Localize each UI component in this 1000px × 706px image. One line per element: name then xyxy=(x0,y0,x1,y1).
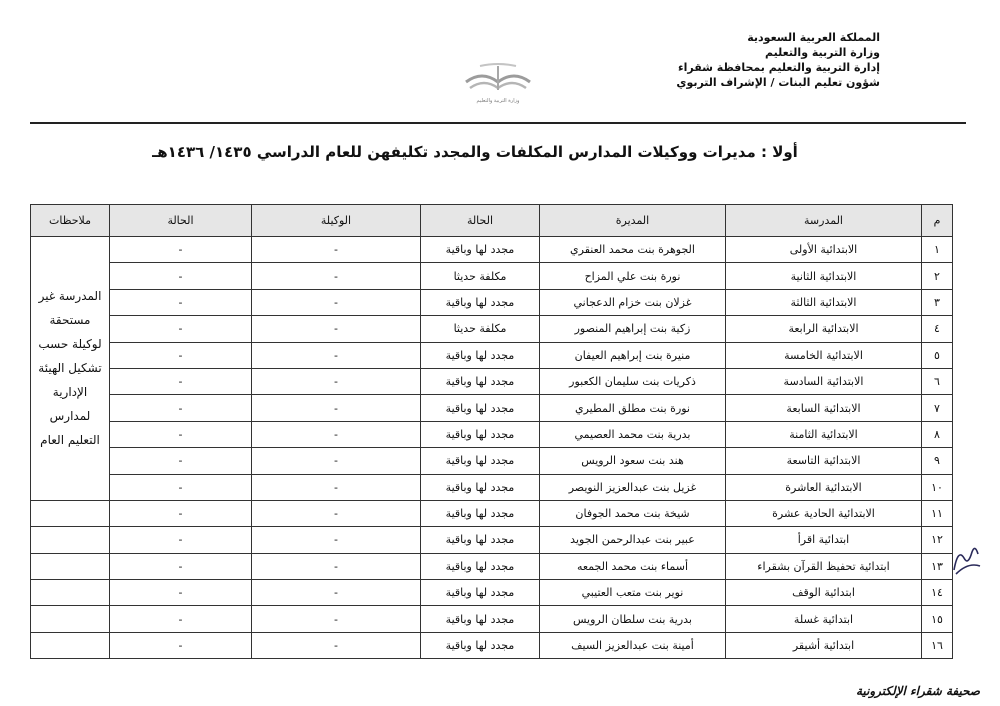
vice-status-cell: - xyxy=(110,289,252,315)
principal-status-cell: مجدد لها وباقية xyxy=(421,527,540,553)
row-number-cell: ٨ xyxy=(922,421,953,447)
school-name-cell: ابتدائية أشيقر xyxy=(726,632,922,658)
school-name-cell: الابتدائية الثالثة xyxy=(726,289,922,315)
principal-name-cell: هند بنت سعود الرويس xyxy=(540,448,726,474)
school-name-cell: ابتدائية غسلة xyxy=(726,606,922,632)
col-header-vice-status: الحالة xyxy=(110,205,252,237)
principal-status-cell: مجدد لها وباقية xyxy=(421,474,540,500)
vice-principal-cell: - xyxy=(252,448,421,474)
principal-name-cell: نورة بنت علي المزاح xyxy=(540,263,726,289)
principal-status-cell: مكلفة حديثا xyxy=(421,316,540,342)
vice-status-cell: - xyxy=(110,448,252,474)
table-row xyxy=(31,553,953,579)
notes-cell-empty xyxy=(31,500,110,526)
vice-status-cell: - xyxy=(110,263,252,289)
principal-status-cell: مجدد لها وباقية xyxy=(421,500,540,526)
row-number-cell: ١٣ xyxy=(922,553,953,579)
footer-watermark: صحيفة شقراء الإلكترونية xyxy=(855,684,980,698)
principal-status-cell: مجدد لها وباقية xyxy=(421,289,540,315)
page-title: أولا : مديرات ووكيلات المدارس المكلفات والمجدد تكليفهن للعام الدراسي ١٤٣٥/ ١٤٣٦هـ xyxy=(152,143,798,161)
col-header-notes: ملاحظات xyxy=(31,205,110,237)
principal-status-cell: مجدد لها وباقية xyxy=(421,632,540,658)
table-row xyxy=(31,289,953,315)
row-number-cell: ٧ xyxy=(922,395,953,421)
notes-cell-empty xyxy=(31,527,110,553)
table-row xyxy=(31,606,953,632)
col-header-principal-status: الحالة xyxy=(421,205,540,237)
school-name-cell: ابتدائية الوقف xyxy=(726,580,922,606)
principal-name-cell: أمينة بنت عبدالعزيز السيف xyxy=(540,632,726,658)
vice-principal-cell: - xyxy=(252,421,421,447)
row-number-cell: ١٦ xyxy=(922,632,953,658)
row-number-cell: ١٢ xyxy=(922,527,953,553)
table-row xyxy=(31,342,953,368)
row-number-cell: ٩ xyxy=(922,448,953,474)
vice-principal-cell: - xyxy=(252,500,421,526)
row-number-cell: ١ xyxy=(922,237,953,263)
col-header-school: المدرسة xyxy=(726,205,922,237)
vice-status-cell: - xyxy=(110,342,252,368)
table-row xyxy=(31,237,953,263)
vice-status-cell: - xyxy=(110,500,252,526)
logo-caption: وزارة التربية والتعليم xyxy=(476,98,520,104)
vice-principal-cell: - xyxy=(252,606,421,632)
principal-status-cell: مجدد لها وباقية xyxy=(421,342,540,368)
principal-status-cell: مجدد لها وباقية xyxy=(421,368,540,394)
row-number-cell: ٣ xyxy=(922,289,953,315)
principal-status-cell: مجدد لها وباقية xyxy=(421,553,540,579)
notes-cell: المدرسة غير مستحقة لوكيلة حسب تشكيل الهيئة الإدارية لمدارس التعليم العام xyxy=(31,237,110,501)
school-name-cell: الابتدائية الأولى xyxy=(726,237,922,263)
school-name-cell: ابتدائية اقرأ xyxy=(726,527,922,553)
school-name-cell: الابتدائية السادسة xyxy=(726,368,922,394)
row-number-cell: ٥ xyxy=(922,342,953,368)
principal-name-cell: نوير بنت متعب العتيبي xyxy=(540,580,726,606)
header-line: وزارة التربية والتعليم xyxy=(765,46,880,59)
vice-status-cell: - xyxy=(110,632,252,658)
table-row xyxy=(31,421,953,447)
table-row xyxy=(31,263,953,289)
principal-name-cell: بدرية بنت محمد العصيمي xyxy=(540,421,726,447)
principal-status-cell: مكلفة حديثا xyxy=(421,263,540,289)
table-row xyxy=(31,527,953,553)
principal-status-cell: مجدد لها وباقية xyxy=(421,421,540,447)
table-row xyxy=(31,316,953,342)
principal-status-cell: مجدد لها وباقية xyxy=(421,237,540,263)
school-name-cell: الابتدائية الثامنة xyxy=(726,421,922,447)
table-header-row xyxy=(31,205,953,237)
row-number-cell: ٤ xyxy=(922,316,953,342)
vice-principal-cell: - xyxy=(252,395,421,421)
handwritten-signature-icon xyxy=(948,540,984,580)
principal-name-cell: الجوهرة بنت محمد العنقري xyxy=(540,237,726,263)
vice-principal-cell: - xyxy=(252,474,421,500)
notes-cell-empty xyxy=(31,553,110,579)
row-number-cell: ٢ xyxy=(922,263,953,289)
ministry-book-logo-icon xyxy=(458,60,538,108)
vice-status-cell: - xyxy=(110,316,252,342)
vice-principal-cell: - xyxy=(252,632,421,658)
vice-status-cell: - xyxy=(110,580,252,606)
principal-name-cell: ذكريات بنت سليمان الكعبور xyxy=(540,368,726,394)
school-name-cell: الابتدائية السابعة xyxy=(726,395,922,421)
header-line: شؤون تعليم البنات / الإشراف التربوي xyxy=(676,76,880,89)
principal-name-cell: بدرية بنت سلطان الرويس xyxy=(540,606,726,632)
header-line: إدارة التربية والتعليم بمحافظة شقراء xyxy=(677,61,880,74)
principal-name-cell: نورة بنت مطلق المطيري xyxy=(540,395,726,421)
principal-status-cell: مجدد لها وباقية xyxy=(421,606,540,632)
row-number-cell: ٦ xyxy=(922,368,953,394)
vice-status-cell: - xyxy=(110,421,252,447)
vice-principal-cell: - xyxy=(252,368,421,394)
vice-status-cell: - xyxy=(110,368,252,394)
vice-status-cell: - xyxy=(110,553,252,579)
row-number-cell: ١٠ xyxy=(922,474,953,500)
row-number-cell: ١١ xyxy=(922,500,953,526)
vice-principal-cell: - xyxy=(252,553,421,579)
vice-status-cell: - xyxy=(110,474,252,500)
table-row xyxy=(31,500,953,526)
principal-name-cell: عبير بنت عبدالرحمن الجويد xyxy=(540,527,726,553)
vice-principal-cell: - xyxy=(252,289,421,315)
school-name-cell: الابتدائية التاسعة xyxy=(726,448,922,474)
school-name-cell: الابتدائية الخامسة xyxy=(726,342,922,368)
col-header-vice-principal: الوكيلة xyxy=(252,205,421,237)
school-name-cell: الابتدائية الرابعة xyxy=(726,316,922,342)
vice-status-cell: - xyxy=(110,527,252,553)
vice-principal-cell: - xyxy=(252,237,421,263)
table-row xyxy=(31,580,953,606)
table-row xyxy=(31,632,953,658)
table-row xyxy=(31,395,953,421)
vice-principal-cell: - xyxy=(252,263,421,289)
header-line: المملكة العربية السعودية xyxy=(747,31,880,44)
school-name-cell: الابتدائية الحادية عشرة xyxy=(726,500,922,526)
notes-cell-empty xyxy=(31,632,110,658)
vice-principal-cell: - xyxy=(252,316,421,342)
vice-status-cell: - xyxy=(110,237,252,263)
school-name-cell: الابتدائية العاشرة xyxy=(726,474,922,500)
school-name-cell: الابتدائية الثانية xyxy=(726,263,922,289)
row-number-cell: ١٤ xyxy=(922,580,953,606)
ministry-header xyxy=(580,30,880,90)
principal-name-cell: منيرة بنت إبراهيم العيفان xyxy=(540,342,726,368)
vice-principal-cell: - xyxy=(252,342,421,368)
table-row xyxy=(31,474,953,500)
principal-name-cell: زكية بنت إبراهيم المنصور xyxy=(540,316,726,342)
school-name-cell: ابتدائية تحفيظ القرآن بشقراء xyxy=(726,553,922,579)
vice-status-cell: - xyxy=(110,395,252,421)
notes-cell-empty xyxy=(31,580,110,606)
table-row xyxy=(31,368,953,394)
col-header-number: م xyxy=(922,205,953,237)
schools-table xyxy=(30,204,953,659)
row-number-cell: ١٥ xyxy=(922,606,953,632)
principal-name-cell: أسماء بنت محمد الجمعه xyxy=(540,553,726,579)
notes-cell-empty xyxy=(31,606,110,632)
vice-status-cell: - xyxy=(110,606,252,632)
header-divider xyxy=(30,122,966,124)
principal-name-cell: شيخة بنت محمد الجوفان xyxy=(540,500,726,526)
principal-name-cell: غزلان بنت خزام الدعجاني xyxy=(540,289,726,315)
principal-name-cell: غزيل بنت عبدالعزيز النويصر xyxy=(540,474,726,500)
principal-status-cell: مجدد لها وباقية xyxy=(421,580,540,606)
table-row xyxy=(31,448,953,474)
principal-status-cell: مجدد لها وباقية xyxy=(421,395,540,421)
vice-principal-cell: - xyxy=(252,527,421,553)
col-header-principal: المديرة xyxy=(540,205,726,237)
vice-principal-cell: - xyxy=(252,580,421,606)
principal-status-cell: مجدد لها وباقية xyxy=(421,448,540,474)
